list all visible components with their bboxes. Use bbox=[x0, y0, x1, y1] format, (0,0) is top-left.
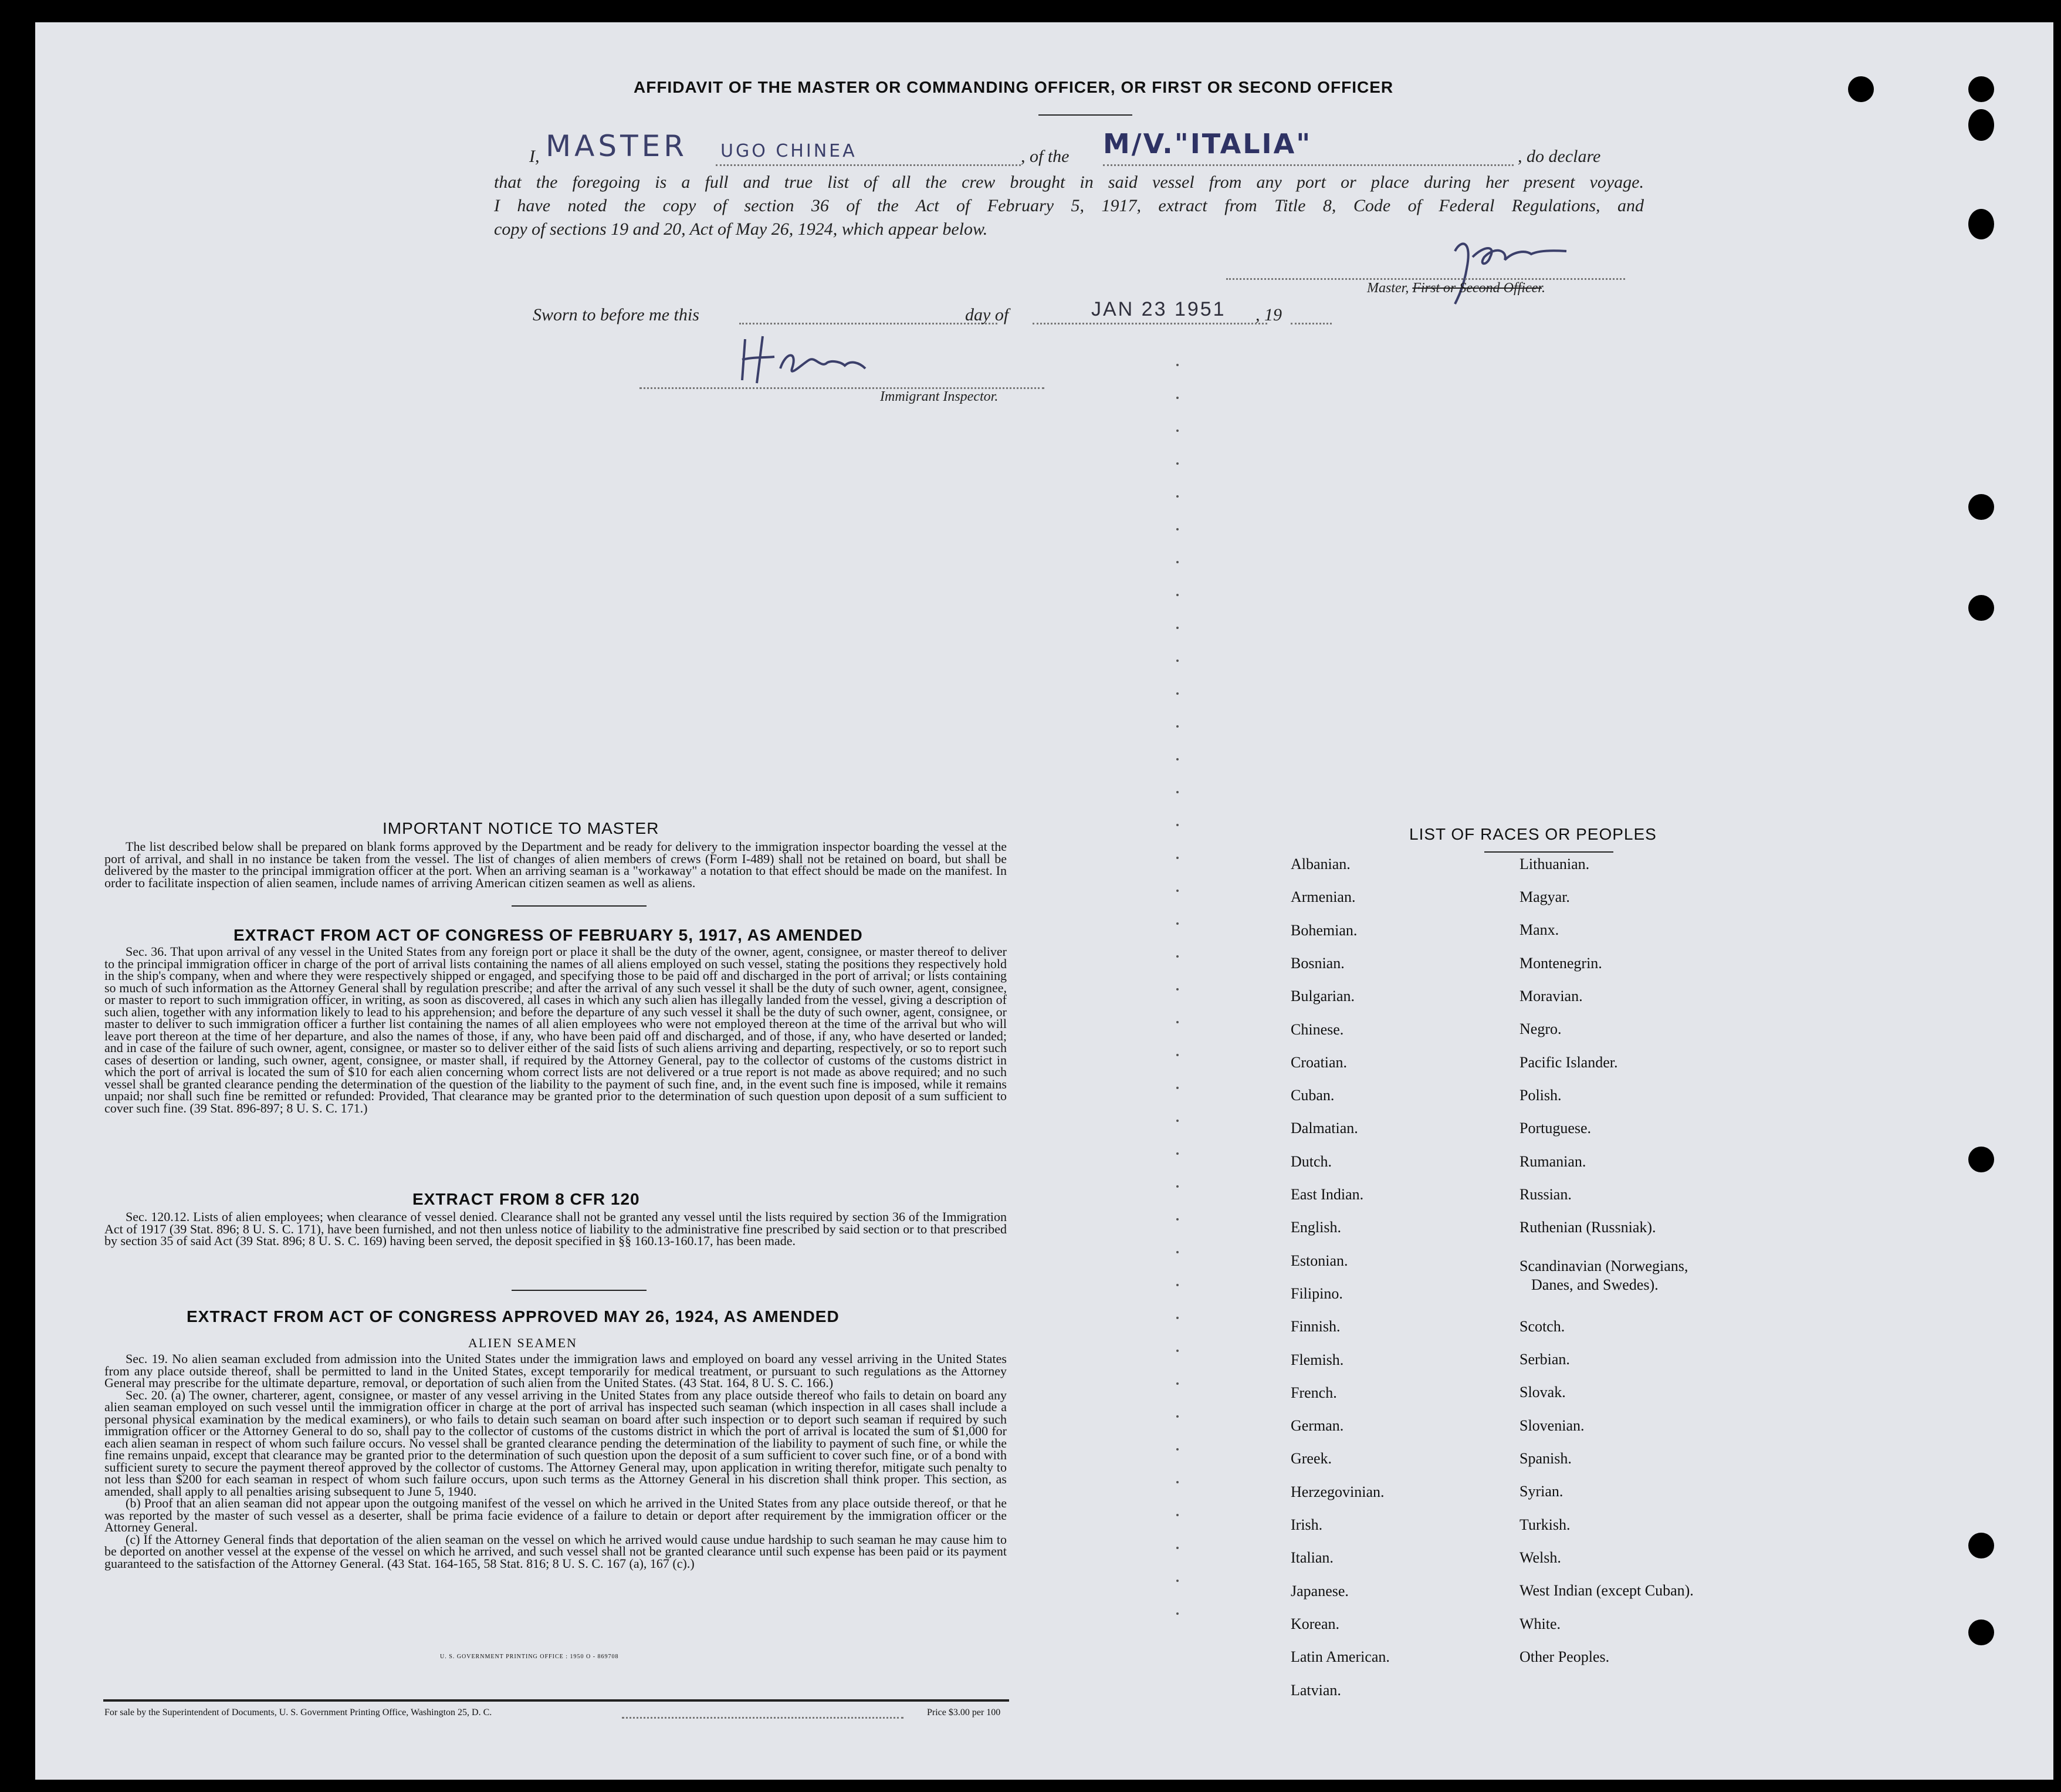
extract-1917-title: EXTRACT FROM ACT OF CONGRESS OF FEBRUARY 5, 1917, AS AMENDED bbox=[233, 926, 863, 944]
notice-text bbox=[104, 841, 1007, 889]
dot-mark bbox=[1176, 528, 1179, 530]
dot-mark bbox=[1176, 1481, 1179, 1483]
dot-mark bbox=[1176, 1415, 1179, 1418]
dot-mark bbox=[1176, 1382, 1179, 1385]
race-item: Montenegrin. bbox=[1519, 955, 1602, 972]
extract-1924-text bbox=[104, 1353, 1007, 1570]
dot-mark bbox=[1176, 692, 1179, 695]
dot-mark bbox=[1176, 660, 1179, 662]
sec-19-paragraph: Sec. 19. No alien seaman excluded from admission into the United States under the immigration laws and employed on board any vessel arriving in the United States from any place outside thereof, shall be permitted to land in the United States, except temporarily for medical treatment, or pursuant to such regulations as the Attorney General may prescribe for the ultimate departure, removal, or deportation of such alien from the United States. (43 Stat. 164, 8 U. S. C. 166.) bbox=[104, 1351, 1007, 1390]
notice-title: IMPORTANT NOTICE TO MASTER bbox=[383, 819, 659, 837]
cfr-divider bbox=[512, 1290, 647, 1291]
race-item: Negro. bbox=[1519, 1020, 1562, 1037]
dot-mark bbox=[1176, 1448, 1179, 1450]
dot-mark bbox=[1176, 1284, 1179, 1286]
dot-mark bbox=[1176, 1152, 1179, 1155]
affidavit-line-3: I have noted the copy of section 36 of the Act of February 5, 1917, extract from Title 8, Code of Federal Regulations, and bbox=[494, 196, 1644, 215]
race-item: English. bbox=[1291, 1219, 1341, 1236]
punch-hole bbox=[1968, 595, 1994, 621]
race-item: French. bbox=[1291, 1384, 1337, 1401]
sec-20b-paragraph: (b) Proof that an alien seaman did not appear upon the outgoing manifest of the vessel on which he arrived in the United States from any place outside thereof, or that he was reported by the master of such vessel as a deserter, shall be prima facie evidence of a failure to detain or deport after requirement by the immigration officer or the Attorney General. bbox=[104, 1496, 1007, 1534]
punch-hole bbox=[1968, 494, 1994, 520]
dot-mark bbox=[1176, 364, 1179, 366]
race-item: Welsh. bbox=[1519, 1549, 1561, 1566]
dot-mark bbox=[1176, 1350, 1179, 1352]
race-item: Ruthenian (Russniak). bbox=[1519, 1219, 1656, 1236]
extract-cfr-title: EXTRACT FROM 8 CFR 120 bbox=[412, 1190, 640, 1208]
dot-mark bbox=[1176, 1547, 1179, 1549]
race-item: Manx. bbox=[1519, 921, 1559, 938]
races-title-rule bbox=[1484, 851, 1613, 853]
footer-dotline bbox=[622, 1717, 903, 1719]
race-item: Moravian. bbox=[1519, 988, 1583, 1005]
races-title: LIST OF RACES OR PEOPLES bbox=[1409, 825, 1657, 843]
race-item: Serbian. bbox=[1519, 1351, 1570, 1368]
dot-mark bbox=[1176, 1580, 1179, 1582]
dot-mark bbox=[1176, 397, 1179, 399]
vessel-dotline bbox=[1103, 164, 1514, 166]
race-item: Albanian. bbox=[1291, 856, 1351, 873]
dot-mark bbox=[1176, 462, 1179, 465]
footer-rule bbox=[103, 1699, 1009, 1702]
punch-hole bbox=[1968, 1533, 1994, 1558]
footer-left: For sale by the Superintendent of Documents, U. S. Government Printing Office, Washington 25, D. C. bbox=[104, 1708, 492, 1717]
dot-mark bbox=[1176, 988, 1179, 990]
dot-mark bbox=[1176, 1087, 1179, 1089]
vessel-name-handwritten: M/V."ITALIA" bbox=[1103, 128, 1312, 160]
race-item: Latvian. bbox=[1291, 1681, 1341, 1699]
race-item: German. bbox=[1291, 1417, 1344, 1435]
race-item: Lithuanian. bbox=[1519, 856, 1590, 873]
race-item: Spanish. bbox=[1519, 1450, 1572, 1467]
title-rule bbox=[1038, 114, 1132, 116]
dot-mark bbox=[1176, 922, 1179, 925]
affidavit-line-4: copy of sections 19 and 20, Act of May 26, 1924, which appear below. bbox=[494, 219, 988, 239]
race-item: Cuban. bbox=[1291, 1087, 1335, 1104]
race-item: Scotch. bbox=[1519, 1318, 1565, 1335]
punch-hole bbox=[1968, 1147, 1994, 1172]
race-item: Armenian. bbox=[1291, 888, 1356, 906]
extract-cfr-text bbox=[104, 1211, 1007, 1247]
race-item: Russian. bbox=[1519, 1186, 1572, 1203]
notice-divider bbox=[512, 905, 647, 907]
inspector-signature bbox=[733, 327, 898, 392]
race-item: Syrian. bbox=[1519, 1483, 1563, 1500]
dot-mark bbox=[1176, 1021, 1179, 1023]
master-name-handwritten: UGO CHINEA bbox=[720, 141, 857, 161]
master-signature-dotline bbox=[1226, 278, 1625, 280]
dot-mark bbox=[1176, 1218, 1179, 1220]
extract-1917-text bbox=[104, 946, 1007, 1114]
race-item: Flemish. bbox=[1291, 1351, 1344, 1368]
race-item: White. bbox=[1519, 1615, 1561, 1632]
dot-mark bbox=[1176, 1120, 1179, 1122]
sec-20c-paragraph: (c) If the Attorney General finds that deportation of the alien seaman on the vessel on which he arrived would cause undue hardship to such seaman he may cause him to be deported on another vessel at the expense of the vessel on which he arrived, and such vessel shall not be granted clearance until such expense has been paid or its payment guaranteed to the satisfaction of the Attorney General. (43 Stat. 164-165, 58 Stat. 816; 8 U. S. C. 167 (a), 167 (c).) bbox=[104, 1531, 1007, 1571]
race-item: Japanese. bbox=[1291, 1582, 1349, 1600]
dot-mark bbox=[1176, 430, 1179, 432]
race-item: Rumanian. bbox=[1519, 1153, 1586, 1170]
race-item: Polish. bbox=[1519, 1087, 1562, 1104]
master-signature bbox=[1431, 234, 1607, 310]
master-handwritten: MASTER bbox=[546, 129, 688, 163]
race-item: Herzegovinian. bbox=[1291, 1483, 1385, 1500]
dot-mark bbox=[1176, 890, 1179, 892]
gpo-line: U. S. GOVERNMENT PRINTING OFFICE : 1950 O - 869708 bbox=[440, 1654, 619, 1660]
do-declare-label: , do declare bbox=[1518, 147, 1601, 166]
extract-1917-paragraph: Sec. 36. That upon arrival of any vessel in the United States from any foreign port or place it shall be the duty of the owner, agent, consignee, or master thereof to deliver to the principal immigration officer in charge of the port of arrival lists containing the names of all aliens employed on such vessel, stating the positions they respectively hold in the ship's company, when and where they were respectively shipped or engaged, and specifying those to be paid off and discharged in the port of arrival; or lists containing so much of such information as the Attorney General shall by regulation prescribe; and after the arrival of any such vessel it shall be the duty of such owner, agent, consignee, or master to report to such immigration officer, in writing, as soon as discovered, all cases in which any such alien has illegally landed from the vessel, giving a description of such alien, together with any information likely to lead to his apprehension; and before the departure of any such vessel it shall be the duty of such owner, agent, consignee, or master to deliver to such immigration officer a further list containing the names of all alien employees who were not employed thereon at the time of the arrival but who will leave port thereon at the time of her departure, and also the names of those, if any, who have been paid off and discharged, and of those, if any, who have deserted or landed; and in case of the failure of such owner, agent, consignee, or master so to deliver either of the said lists of such aliens arriving and departing, respectively, or so to report such cases of desertion or landing, such owner, agent, consignee, or master shall, if required by the Attorney General, pay to the collector of customs of the customs district in which the port of arrival is located the sum of $10 for each alien concerning whom correct lists are not delivered or a true report is not made as above required; and no such vessel shall be granted clearance pending the determination of the question of the liability to the payment of such fine, and, in the event such fine is imposed, while it remains unpaid; nor shall such fine be remitted or refunded: Provided, That clearance may be granted prior to the determination of such question upon deposit of a sum sufficient to cover such fine. (39 Stat. 896-897; 8 U. S. C. 171.) bbox=[104, 944, 1007, 1115]
punch-hole bbox=[1848, 76, 1874, 102]
master-caption bbox=[1367, 280, 1545, 296]
race-item: Greek. bbox=[1291, 1450, 1332, 1468]
extract-1924-subtitle: ALIEN SEAMEN bbox=[468, 1335, 577, 1350]
race-item: Danes, and Swedes). bbox=[1531, 1276, 1659, 1293]
extract-1924-title: EXTRACT FROM ACT OF CONGRESS APPROVED MAY 26, 1924, AS AMENDED bbox=[187, 1307, 840, 1326]
race-item: Pacific Islander. bbox=[1519, 1054, 1618, 1071]
punch-hole bbox=[1968, 109, 1994, 141]
punch-hole bbox=[1968, 209, 1994, 239]
race-item: East Indian. bbox=[1291, 1186, 1364, 1203]
day-of-label: day of bbox=[965, 305, 1009, 324]
master-caption-b: First or Second Officer bbox=[1412, 280, 1542, 296]
dot-mark bbox=[1176, 824, 1179, 826]
race-item: Italian. bbox=[1291, 1549, 1334, 1567]
race-item: Slovenian. bbox=[1519, 1417, 1585, 1434]
race-item: Filipino. bbox=[1291, 1284, 1343, 1302]
race-item: Chinese. bbox=[1291, 1020, 1344, 1038]
race-item: Portuguese. bbox=[1519, 1120, 1592, 1137]
sworn-day-dotline bbox=[739, 323, 997, 324]
dot-mark bbox=[1176, 758, 1179, 760]
race-item: Croatian. bbox=[1291, 1053, 1348, 1071]
master-caption-c: . bbox=[1541, 280, 1545, 296]
sworn-month-dotline bbox=[1033, 323, 1267, 324]
master-caption-a: Master, bbox=[1367, 280, 1413, 296]
of-the-label: , of the bbox=[1021, 147, 1070, 166]
dot-mark bbox=[1176, 1251, 1179, 1253]
race-item: Bulgarian. bbox=[1291, 988, 1355, 1005]
affidavit-line-2: that the foregoing is a full and true list of all the crew brought in said vessel from any port or place during her present voyage. bbox=[494, 173, 1644, 192]
dot-mark bbox=[1176, 627, 1179, 629]
dot-mark bbox=[1176, 1317, 1179, 1319]
sworn-label: Sworn to before me this bbox=[533, 305, 699, 324]
race-item: Bohemian. bbox=[1291, 921, 1358, 939]
race-item: Magyar. bbox=[1519, 888, 1570, 905]
race-item: Latin American. bbox=[1291, 1648, 1390, 1666]
year-label: , 19 bbox=[1255, 305, 1282, 324]
punch-hole bbox=[1968, 1619, 1994, 1645]
dot-mark bbox=[1176, 594, 1179, 596]
dot-mark bbox=[1176, 725, 1179, 728]
race-item: Other Peoples. bbox=[1519, 1648, 1610, 1665]
manifest-page bbox=[35, 22, 2053, 1780]
dot-mark bbox=[1176, 791, 1179, 793]
race-item: Korean. bbox=[1291, 1615, 1340, 1632]
affidavit-i: I, bbox=[529, 147, 540, 166]
dot-mark bbox=[1176, 955, 1179, 958]
race-item: Dutch. bbox=[1291, 1152, 1332, 1170]
name-dotline bbox=[716, 164, 1021, 166]
sec-20a-paragraph: Sec. 20. (a) The owner, charterer, agent, consignee, or master of any vessel arriving in the United States from any place outside thereof who fails to detain on board any alien seaman employed on such vessel until the immigration officer in charge at the port of arrival has inspected such seaman (which inspection in all cases shall include a personal physical examination by the medical examiners), or who fails to detain such seaman on board after such inspection or to deport such seaman if required by such immigration officer or the Attorney General to do so, shall pay to the collector of customs of the customs district in which the port of arrival is located the sum of $1,000 for each alien seaman in respect of whom such failure occurs. No vessel shall be granted clearance pending the determination of the liability to payment of such fine, or while the fine remains unpaid, except that clearance may be granted prior to the determination of such question upon the deposit of a sum sufficient to cover such fine, or of a bond with sufficient surety to secure the payment thereof approved by the collector of customs. The Attorney General may, upon application in writing therefor, mitigate such penalty to not less than $200 for each seaman in respect of whom such failure occurs, upon such terms as the Attorney General in his discretion shall think proper. This section, as amended, shall apply to all penalties arising subsequent to June 5, 1940. bbox=[104, 1387, 1007, 1499]
dot-mark bbox=[1176, 1612, 1179, 1615]
date-stamp: JAN 23 1951 bbox=[1091, 298, 1226, 320]
race-item: Bosnian. bbox=[1291, 954, 1345, 972]
affidavit-title: AFFIDAVIT OF THE MASTER OR COMMANDING OFFICER, OR FIRST OR SECOND OFFICER bbox=[634, 78, 1394, 96]
extract-cfr-paragraph: Sec. 120.12. Lists of alien employees; when clearance of vessel denied. Clearance shall not be granted any vessel until the lists required by section 36 of the Immigration Act of 1917 (39 Stat. 896; 8 U. S. C. 171), have been furnished, and not then unless notice of liability to the administrative fine prescribed by said section or to that prescribed by section 35 of said Act (39 Stat. 896; 8 U. S. C. 169) having been served, the deposit specified in §§ 160.13-160.17, has been made. bbox=[104, 1209, 1007, 1248]
inspector-caption: Immigrant Inspector. bbox=[880, 389, 999, 404]
footer-right: Price $3.00 per 100 bbox=[927, 1708, 1001, 1717]
dot-mark bbox=[1176, 1514, 1179, 1516]
race-item: Scandinavian (Norwegians, bbox=[1519, 1257, 1688, 1274]
race-item: Dalmatian. bbox=[1291, 1120, 1358, 1137]
dot-mark bbox=[1176, 1054, 1179, 1056]
dot-mark bbox=[1176, 857, 1179, 859]
race-item: Slovak. bbox=[1519, 1384, 1566, 1401]
race-item: Estonian. bbox=[1291, 1252, 1348, 1269]
year-dotline bbox=[1291, 323, 1332, 324]
dot-mark bbox=[1176, 1185, 1179, 1188]
punch-hole bbox=[1968, 76, 1994, 102]
notice-paragraph: The list described below shall be prepared on blank forms approved by the Department and be ready for delivery to the immigration inspector boarding the vessel at the port of arrival, and shall in no instance be taken from the vessel. The list of changes of alien members of crews (Form I-489) shall not be retained on board, but shall be delivered by the master to the principal immigration officer at the port. When an arriving seaman is a "workaway" a notation to that effect should be made on the manifest. In order to facilitate inspection of alien seamen, include names of arriving American citizen seamen as well as aliens. bbox=[104, 839, 1007, 890]
race-item: Turkish. bbox=[1519, 1516, 1571, 1533]
race-item: Irish. bbox=[1291, 1516, 1323, 1533]
race-item: West Indian (except Cuban). bbox=[1519, 1582, 1694, 1599]
dot-mark bbox=[1176, 495, 1179, 498]
dot-mark bbox=[1176, 561, 1179, 563]
race-item: Finnish. bbox=[1291, 1318, 1341, 1335]
